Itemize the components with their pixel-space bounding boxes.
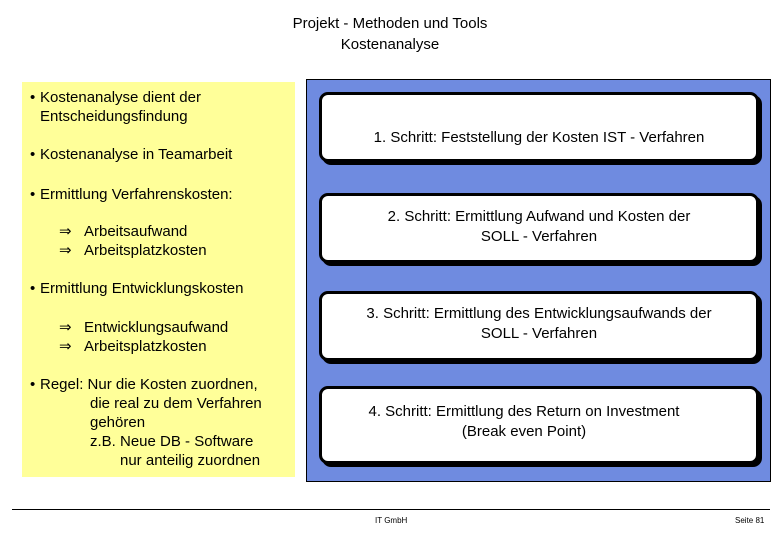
bullet-icon: • — [30, 280, 36, 297]
arrow-icon: ⇒ — [59, 338, 72, 355]
step-box-3 — [319, 291, 759, 361]
bullet-icon: • — [30, 186, 36, 203]
bullet-text: Ermittlung Entwicklungskosten — [40, 280, 244, 297]
step-text: 3. Schritt: Ermittlung des Entwicklungsaufwands der — [366, 305, 712, 322]
step-box-4 — [319, 386, 759, 464]
sub-item-text: Entwicklungsaufwand — [84, 319, 229, 336]
sub-item-text: Arbeitsplatzkosten — [84, 242, 207, 259]
arrow-icon: ⇒ — [59, 242, 72, 259]
step-text: 2. Schritt: Ermittlung Aufwand und Kosten der — [387, 208, 691, 225]
step-text: 1. Schritt: Feststellung der Kosten IST - Verfahren — [373, 129, 705, 146]
sub-item-text: Arbeitsaufwand — [84, 223, 188, 240]
bullet-icon: • — [30, 146, 36, 163]
arrow-icon: ⇒ — [59, 223, 72, 240]
bullet-text: Entscheidungsfindung — [40, 108, 188, 125]
footer-page-number: Seite 81 — [735, 516, 765, 525]
bullet-text: Regel: Nur die Kosten zuordnen, — [40, 376, 258, 393]
footer-divider — [12, 509, 770, 510]
arrow-icon: ⇒ — [59, 319, 72, 336]
title-line-2: Kostenanalyse — [340, 36, 440, 53]
step-box-1 — [319, 92, 759, 162]
left-panel — [22, 82, 295, 477]
step-text: SOLL - Verfahren — [480, 228, 598, 245]
bullet-text: Ermittlung Verfahrenskosten: — [40, 186, 233, 203]
step-box-2 — [319, 193, 759, 263]
bullet-text: z.B. Neue DB - Software — [90, 433, 254, 450]
sub-item-text: Arbeitsplatzkosten — [84, 338, 207, 355]
footer-company: IT GmbH — [375, 516, 408, 525]
page-title — [190, 13, 590, 55]
bullet-text: gehören — [90, 414, 146, 431]
step-text: (Break even Point) — [461, 423, 587, 440]
step-text: 4. Schritt: Ermittlung des Return on Investment — [368, 403, 680, 420]
bullet-icon: • — [30, 376, 36, 393]
steps-panel — [306, 79, 771, 482]
bullet-text: die real zu dem Verfahren — [90, 395, 262, 412]
bullet-text: Kostenanalyse dient der — [40, 89, 201, 106]
bullet-icon: • — [30, 89, 36, 106]
title-line-1: Projekt - Methoden und Tools — [292, 15, 488, 32]
step-text: SOLL - Verfahren — [480, 325, 598, 342]
bullet-text: Kostenanalyse in Teamarbeit — [40, 146, 233, 163]
bullet-text: nur anteilig zuordnen — [120, 452, 261, 469]
